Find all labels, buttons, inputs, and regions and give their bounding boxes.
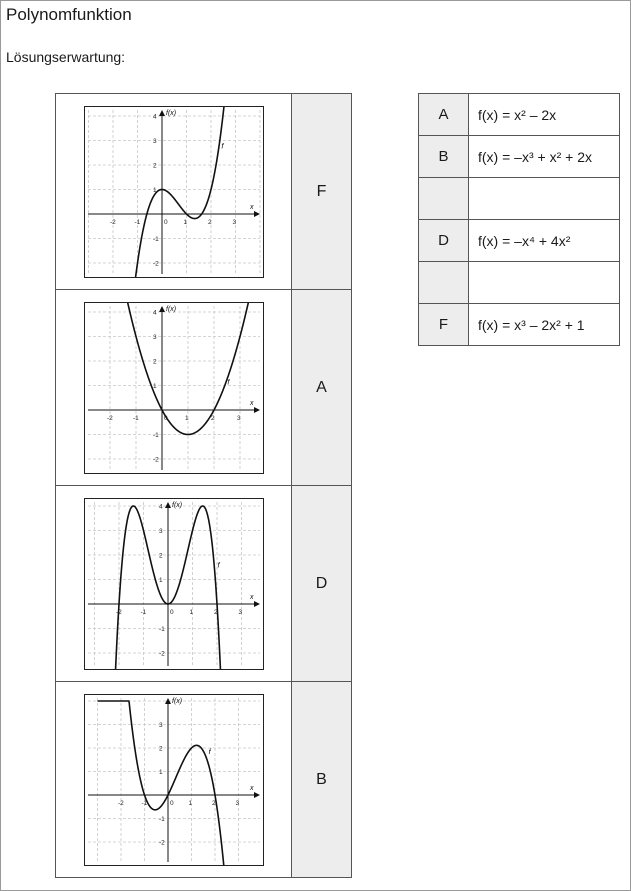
graph-3 [84,498,264,670]
x-tick-label: -2 [106,414,113,422]
y-tick-label: -2 [158,650,165,657]
y-tick-label: 1 [152,186,157,194]
y-tick-label: 3 [152,333,157,341]
x-tick-label: 0 [163,414,168,422]
graph-frame [84,106,263,277]
x-tick-label: -2 [109,218,116,226]
y-tick-label: 2 [152,358,157,365]
x-axis-label: x [249,784,253,792]
y-tick-label: -2 [152,260,159,267]
y-tick-label: 2 [158,552,163,559]
x-tick-label: 0 [169,799,174,807]
x-tick-label: -1 [132,414,139,422]
y-tick-label: -1 [158,815,165,823]
answer-cell: D [292,486,352,682]
answer-cell: F [292,94,352,290]
formula-letter: D [419,220,469,262]
graph-2 [84,302,264,474]
formula-table [418,93,620,346]
page-subtitle: Lösungserwartung: [6,49,126,65]
curve-label: f [217,560,220,570]
x-tick-label: -1 [140,608,146,616]
formula-row [419,136,620,178]
x-tick-label: 3 [232,218,236,226]
y-axis-label: f(x) [165,305,176,313]
graph-4 [84,694,264,866]
x-tick-label: 0 [169,608,174,616]
y-tick-label: -1 [158,625,165,633]
y-tick-label: 1 [158,768,163,776]
y-tick-label: 3 [152,137,157,145]
y-axis-label: f(x) [165,109,176,117]
y-tick-label: 1 [158,576,163,584]
x-tick-label: 1 [184,414,189,422]
formula-text [469,262,620,304]
curve-label: f [226,376,229,386]
y-axis-label: f(x) [171,697,182,705]
formula-letter: F [419,304,469,346]
x-tick-label: 3 [236,414,241,422]
y-tick-label: -2 [152,456,159,463]
y-tick-label: 4 [152,309,157,316]
formula-row [419,262,620,304]
x-tick-label: 2 [213,608,218,616]
formula-row [419,220,620,262]
graph-frame [84,302,263,473]
y-tick-label: 2 [158,745,163,752]
graph-row [56,94,352,290]
x-tick-label: 1 [188,799,192,807]
formula-text: f(x) = x² – 2x [469,94,620,136]
x-axis-label: x [249,203,253,211]
graph-1 [84,106,264,278]
graph-table [55,93,352,878]
y-tick-label: 2 [152,162,157,169]
formula-row [419,94,620,136]
y-tick-label: 3 [158,721,163,729]
x-tick-label: 1 [189,608,193,616]
y-axis-label: f(x) [171,501,182,509]
x-axis-label: x [249,593,253,601]
curve-label: f [220,141,223,151]
y-tick-label: -1 [152,431,159,439]
graph-frame [84,498,263,669]
y-tick-label: 4 [158,503,163,510]
formula-text: f(x) = –x³ + x² + 2x [469,136,620,178]
graph-row [56,290,352,486]
x-tick-label: 2 [211,799,216,807]
formula-text: f(x) = x³ – 2x² + 1 [469,304,620,346]
answer-cell: B [292,682,352,878]
formula-letter: A [419,94,469,136]
x-tick-label: -2 [115,608,122,616]
graph-row [56,682,352,878]
formula-text: f(x) = –x⁴ + 4x² [469,220,620,262]
x-tick-label: -1 [134,218,140,226]
x-tick-label: 0 [163,218,168,226]
y-tick-label: 3 [158,527,163,535]
formula-letter [419,178,469,220]
x-tick-label: 2 [207,218,212,226]
formula-row [419,304,620,346]
x-tick-label: 3 [235,799,239,807]
x-tick-label: -2 [117,799,124,807]
formula-letter [419,262,469,304]
formula-text [469,178,620,220]
y-tick-label: -2 [158,839,165,846]
y-tick-label: 1 [152,382,157,390]
formula-row [419,178,620,220]
x-tick-label: 2 [210,414,215,422]
graph-row [56,486,352,682]
formula-letter: B [419,136,469,178]
y-tick-label: -1 [152,235,159,243]
y-tick-label: 4 [152,113,157,120]
curve-label: f [208,746,211,756]
x-tick-label: 3 [238,608,242,616]
x-tick-label: 1 [183,218,187,226]
answer-cell: A [292,290,352,486]
page-title: Polynomfunktion [6,5,132,24]
x-axis-label: x [249,399,253,407]
x-tick-label: -1 [141,799,147,807]
